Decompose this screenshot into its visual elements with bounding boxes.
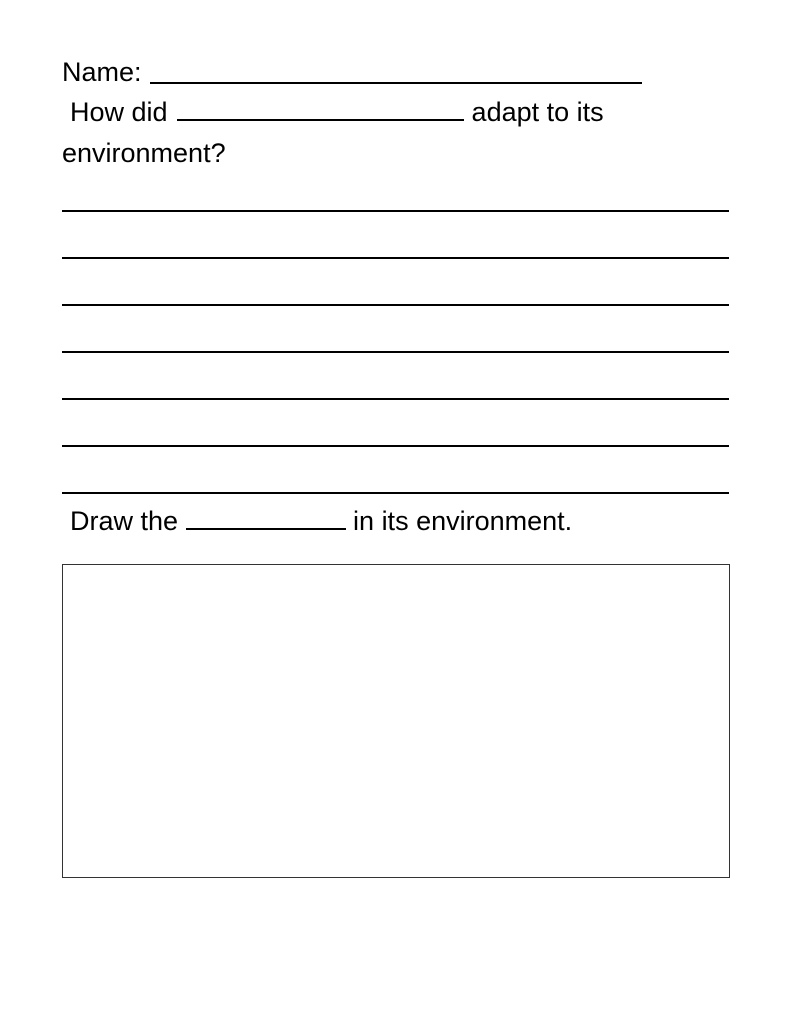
answer-line[interactable] — [62, 398, 729, 400]
question-suffix: adapt to its — [471, 97, 604, 127]
name-blank[interactable] — [150, 82, 642, 84]
question-line-2 — [62, 137, 226, 169]
answer-line[interactable] — [62, 304, 729, 306]
draw-animal-blank[interactable] — [186, 528, 346, 530]
question-prefix: How did — [70, 97, 168, 127]
draw-suffix: in its environment. — [353, 506, 573, 536]
draw-prefix: Draw the — [70, 506, 179, 536]
answer-line[interactable] — [62, 445, 729, 447]
question-line2-text: environment? — [62, 138, 226, 168]
name-label: Name: — [62, 57, 142, 87]
drawing-box[interactable] — [62, 564, 730, 878]
name-row — [62, 56, 642, 88]
answer-line[interactable] — [62, 492, 729, 494]
draw-prompt — [70, 505, 572, 537]
question-line-1 — [70, 96, 604, 128]
answer-line[interactable] — [62, 210, 729, 212]
animal-blank[interactable] — [177, 119, 464, 121]
answer-line[interactable] — [62, 351, 729, 353]
answer-line[interactable] — [62, 257, 729, 259]
